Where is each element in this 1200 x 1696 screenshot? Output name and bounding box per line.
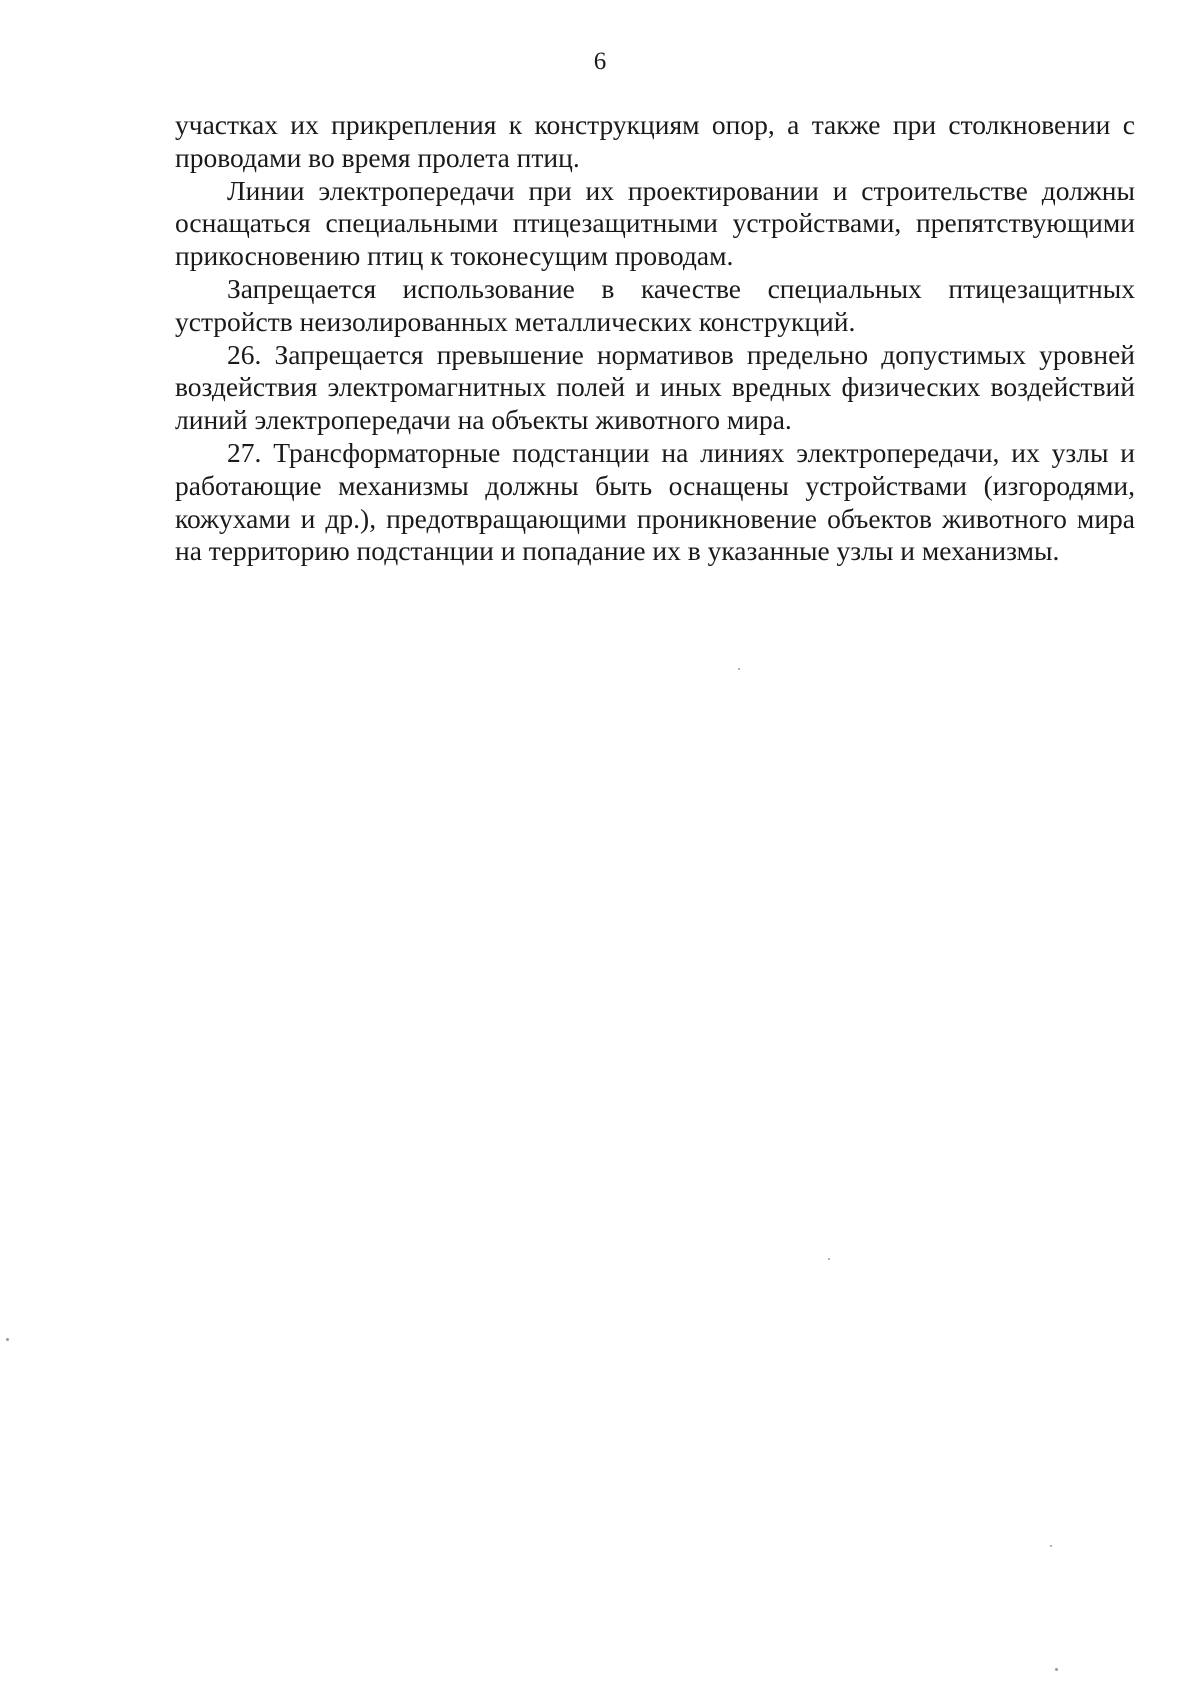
scan-speck bbox=[738, 668, 740, 670]
scan-speck bbox=[6, 1338, 9, 1341]
paragraph-continuation: участках их прикрепления к конструкциям опор, а также при столкновении с проводами во время пролета птиц. bbox=[175, 109, 1135, 173]
paragraph-prohibited-metal-structures: Запрещается использование в качестве специальных птицезащитных устройств неизолированных металлических конструкций. bbox=[175, 272, 1135, 337]
paragraph-item-26: 26. Запрещается превышение нормативов предельно допустимых уровней воздействия электромагнитных полей и иных вредных физических воздействий линий электропередачи на объекты животного мира. bbox=[175, 338, 1135, 436]
paragraph-item-27: 27. Трансформаторные подстанции на линиях электропередачи, их узлы и работающие механизмы должны быть оснащены устройствами (изгородями, кожухами и др.), предотвращающими проникновение объектов животного мира на территорию подстанции и попадание их в указанные узлы и механизмы. bbox=[175, 436, 1135, 567]
scan-speck bbox=[1055, 1668, 1058, 1671]
document-body bbox=[175, 109, 1135, 568]
scan-speck bbox=[828, 1258, 830, 1260]
paragraph-bird-protection-devices: Линии электропередачи при их проектировании и строительстве должны оснащаться специальными птицезащитными устройствами, препятствующими прикосновению птиц к токонесущим проводам. bbox=[175, 174, 1135, 272]
page-number: 6 bbox=[593, 48, 607, 75]
scan-speck bbox=[1050, 1545, 1052, 1547]
